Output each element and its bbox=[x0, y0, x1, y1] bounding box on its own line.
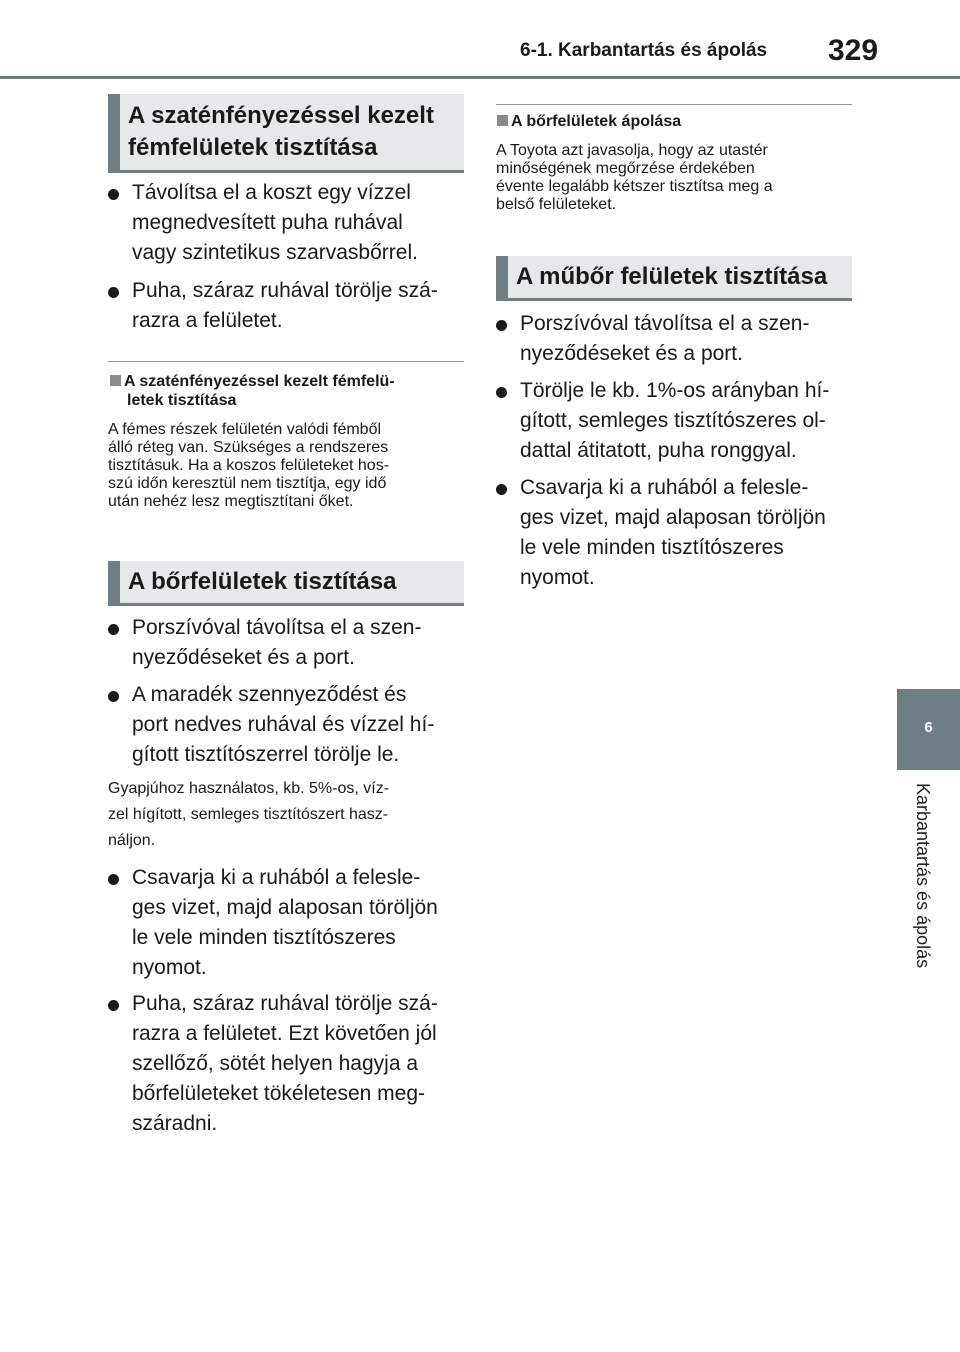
list-item: Puha, száraz ruhával törölje szá- razra a felületet. Ezt követően jól szellőző, sötét helyen hagyja a bőrfelületeket tökéletesen meg- száradni. bbox=[108, 989, 468, 1139]
section-title: 6-1. Karbantartás és ápolás bbox=[520, 40, 768, 61]
list-item bbox=[108, 178, 468, 268]
heading-line: A műbőr felületek tisztítása bbox=[516, 263, 828, 290]
subheading-line: letek tisztítása bbox=[127, 392, 237, 409]
square-bullet-icon bbox=[497, 115, 508, 126]
paragraph: A Toyota azt javasolja, hogy az utastér minőségének megőrzése érdekében évente legalább kétszer tisztítsa meg a belső felületeket. bbox=[496, 142, 773, 213]
bullet-icon bbox=[496, 484, 507, 495]
square-bullet-icon bbox=[110, 375, 121, 386]
subheading-leather-care: A bőrfelületek ápolása bbox=[497, 112, 857, 131]
heading-line: fémfelületek tisztítása bbox=[128, 134, 378, 161]
bullet-icon bbox=[496, 387, 507, 398]
heading-satin-metal bbox=[108, 94, 464, 170]
divider bbox=[496, 104, 852, 105]
bullet-icon bbox=[108, 874, 119, 885]
bullet-icon bbox=[108, 1000, 119, 1011]
bullet-line: Távolítsa el a koszt egy vízzel bbox=[132, 181, 411, 204]
divider bbox=[108, 361, 464, 362]
list-item bbox=[108, 276, 468, 336]
chapter-number: 6 bbox=[924, 719, 933, 736]
header-rule bbox=[0, 76, 960, 79]
chapter-label: Karbantartás és ápolás bbox=[913, 783, 933, 969]
bullet-icon bbox=[496, 320, 507, 331]
bullet-icon bbox=[108, 287, 119, 298]
list-item: Csavarja ki a ruhából a felesle- ges vizet, majd alaposan töröljön le vele minden tisztítószeres nyomot. bbox=[496, 473, 856, 593]
list-item: Porszívóval távolítsa el a szen- nyeződéseket és a port. bbox=[108, 613, 468, 673]
note-paragraph: Gyapjúhoz használatos, kb. 5%-os, víz- zel hígított, semleges tisztítószert hasz- náljon. bbox=[108, 780, 390, 849]
bullet-icon bbox=[108, 624, 119, 635]
bullet-icon bbox=[108, 189, 119, 200]
subheading-satin-metal: A szaténfényezéssel kezelt fémfelü- letek tisztítása bbox=[110, 372, 470, 410]
bullet-line: vagy szintetikus szarvasbőrrel. bbox=[132, 241, 418, 264]
list-item: Porszívóval távolítsa el a szen- nyeződéseket és a port. bbox=[496, 309, 856, 369]
bullet-line: megnedvesített puha ruhával bbox=[132, 211, 403, 234]
list-item: Törölje le kb. 1%-os arányban hí- gított, semleges tisztítószeres ol- dattal átitatott, puha ronggyal. bbox=[496, 376, 856, 466]
bullet-line: Puha, száraz ruhával törölje szá- bbox=[132, 279, 438, 302]
bullet-line: razra a felületet. bbox=[132, 309, 283, 332]
page-number: 329 bbox=[828, 34, 879, 67]
heading-leather bbox=[108, 561, 464, 603]
heading-synthetic-leather bbox=[496, 256, 852, 298]
list-item: A maradék szennyeződést és port nedves ruhával és vízzel hí- gított tisztítószerrel törölje le. bbox=[108, 680, 468, 770]
bullet-icon bbox=[108, 691, 119, 702]
heading-line: A szaténfényezéssel kezelt bbox=[128, 102, 434, 129]
list-item: Csavarja ki a ruhából a felesle- ges vizet, majd alaposan töröljön le vele minden tisztítószeres nyomot. bbox=[108, 863, 468, 983]
paragraph: A fémes részek felületén valódi fémből álló réteg van. Szükséges a rendszeres tisztításuk. Ha a koszos felületeket hos- szú időn keresztül nem tisztítja, egy idő után nehéz lesz megtisztítani őket. bbox=[108, 421, 390, 510]
heading-line: A bőrfelületek tisztítása bbox=[128, 568, 397, 595]
